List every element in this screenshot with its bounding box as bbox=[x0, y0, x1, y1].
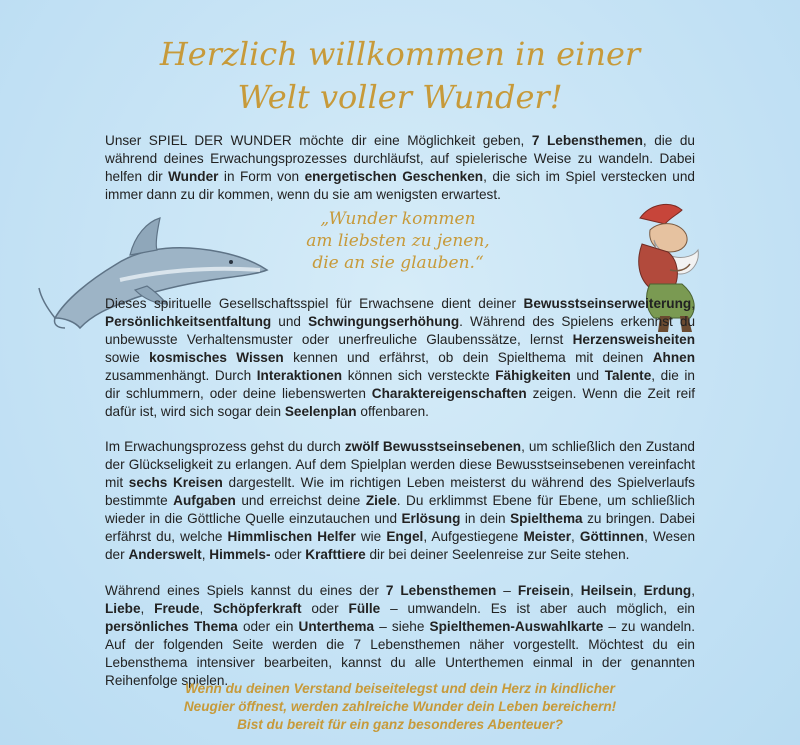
text-run: – siehe bbox=[374, 619, 430, 634]
bold-term: Spielthemen-Auswahlkarte bbox=[429, 619, 604, 634]
bold-term: Ziele bbox=[365, 493, 397, 508]
bold-term: Seelenplan bbox=[284, 404, 357, 419]
text-run: kennen und erfährst, ob dein Spielthema mit deinen bbox=[283, 350, 653, 365]
text-run: und erreichst deine bbox=[235, 493, 366, 508]
text-run: , bbox=[140, 601, 155, 616]
bold-term: Talente bbox=[604, 368, 652, 383]
text-run: – zu wandeln. Auf der folgenden Seite werden die 7 Lebensthemen näher vorgestellt. Möchtest du ein Lebensthema intensiver bearbeiten, kannst du alle Unterthemen einmal in der genannten Reihenfolge spielen. bbox=[105, 619, 696, 688]
bold-term: Herzensweisheiten bbox=[572, 332, 695, 347]
text-run: Während eines Spiels kannst du eines der bbox=[105, 583, 386, 598]
text-run: zeigen. Wenn die Zeit reif dafür ist, wird sich sogar dein bbox=[105, 386, 695, 419]
intro-paragraph bbox=[105, 132, 695, 204]
bold-term: sechs Kreisen bbox=[128, 475, 223, 490]
closing-line: Bist du bereit für ein ganz besonderes Abenteuer? bbox=[237, 717, 563, 732]
text-run: oder bbox=[301, 601, 349, 616]
text-run: oder bbox=[270, 547, 306, 562]
text-run: , die sich im Spiel verstecken und immer dann zu dir kommen, wenn du sie am wenigsten erwartest. bbox=[105, 169, 695, 202]
text-run: . Du erklimmst Ebene für Ebene, um schließlich wieder in die Göttliche Quelle einzutauchen und bbox=[105, 493, 695, 526]
text-run: – umwandeln. Es ist aber auch möglich, ein bbox=[380, 601, 695, 616]
text-run: , die in dir schlummern, oder deine liebenswerten bbox=[105, 368, 695, 401]
quote bbox=[298, 208, 498, 274]
quote-line: „Wunder kommen bbox=[320, 209, 476, 229]
bold-term: Ahnen bbox=[652, 350, 695, 365]
text-run: dir bei deiner Seelenreise zur Seite stehen. bbox=[365, 547, 630, 562]
bold-term: Interaktionen bbox=[256, 368, 343, 383]
bold-term: Wunder bbox=[168, 169, 219, 184]
bold-term: Fülle bbox=[348, 601, 381, 616]
text-run: offenbaren. bbox=[356, 404, 429, 419]
text-run: in dein bbox=[460, 511, 511, 526]
bold-term: Himmlischen Helfer bbox=[227, 529, 356, 544]
bold-term: Erdung bbox=[643, 583, 692, 598]
text-run: Im Erwachungsprozess gehst du durch bbox=[105, 439, 345, 454]
bold-term: Himmels- bbox=[209, 547, 271, 562]
closing-text bbox=[105, 680, 695, 734]
text-run: und bbox=[271, 314, 309, 329]
bold-term: Spielthema bbox=[510, 511, 583, 526]
bold-term: 7 Lebensthemen bbox=[531, 133, 643, 148]
text-run: , bbox=[569, 583, 581, 598]
bold-term: Persönlichkeitsentfaltung bbox=[105, 314, 272, 329]
bold-term: persönliches Thema bbox=[105, 619, 238, 634]
text-run: , bbox=[691, 296, 695, 311]
bold-term: Göttinnen bbox=[579, 529, 645, 544]
bold-term: Freude bbox=[154, 601, 200, 616]
bold-term: Fähigkeiten bbox=[495, 368, 571, 383]
bold-term: 7 Lebensthemen bbox=[385, 583, 497, 598]
bold-term: kosmisches Wissen bbox=[149, 350, 284, 365]
closing-line: Wenn du deinen Verstand beiseitelegst und dein Herz in kindlicher bbox=[185, 681, 615, 696]
text-run: dargestellt. Wie im richtigen Leben meisterst du während des Spielverlaufs bestimmte bbox=[105, 475, 695, 508]
text-run: in Form von bbox=[218, 169, 305, 184]
quote-line: die an sie glauben.“ bbox=[312, 253, 484, 273]
text-run: können sich versteckte bbox=[342, 368, 496, 383]
text-run: , um schließlich den Zustand der Glückseligkeit zu erlangen. Auf dem Spielplan werden diese Bewusstseinsebenen vereinfacht mit bbox=[105, 439, 695, 490]
text-run: , bbox=[199, 601, 214, 616]
quote-line: am liebsten zu jenen, bbox=[306, 231, 490, 251]
text-run: – bbox=[496, 583, 518, 598]
text-run: , bbox=[691, 583, 696, 598]
bold-term: zwölf Bewusstseinsebenen bbox=[344, 439, 522, 454]
bold-term: Bewusstseinserweiterung bbox=[523, 296, 692, 311]
text-run: oder ein bbox=[237, 619, 299, 634]
text-run: , die du während deines Erwachungsprozesses durchläufst, auf spielerische Weise zu wandeln. Dabei helfen dir bbox=[105, 133, 695, 184]
text-run: , bbox=[571, 529, 580, 544]
bold-term: Charaktereigenschaften bbox=[371, 386, 527, 401]
text-run: Unser SPIEL DER WUNDER möchte dir eine Möglichkeit geben, bbox=[105, 133, 532, 148]
bold-term: Anderswelt bbox=[128, 547, 202, 562]
text-run: , Aufgestiegene bbox=[423, 529, 524, 544]
bold-term: Unterthema bbox=[298, 619, 375, 634]
body-paragraph-4 bbox=[105, 582, 695, 690]
bold-term: Aufgaben bbox=[173, 493, 236, 508]
text-run: zusammenhängt. Durch bbox=[105, 368, 257, 383]
body-paragraph-2 bbox=[105, 295, 695, 421]
bold-term: Meister bbox=[523, 529, 572, 544]
bold-term: Liebe bbox=[105, 601, 141, 616]
text-run: , Wesen der bbox=[105, 529, 696, 562]
text-run: , bbox=[632, 583, 644, 598]
text-run: sowie bbox=[105, 350, 150, 365]
bold-term: Erlösung bbox=[401, 511, 461, 526]
text-run: und bbox=[570, 368, 605, 383]
text-run: zu bringen. Dabei erfährst du, welche bbox=[105, 511, 695, 544]
bold-term: Schwingungserhöhung bbox=[308, 314, 460, 329]
text-run: wie bbox=[355, 529, 387, 544]
bold-term: Heilsein bbox=[580, 583, 633, 598]
bold-term: Krafttiere bbox=[305, 547, 366, 562]
body-paragraph-3 bbox=[105, 438, 695, 564]
text-run: , bbox=[201, 547, 210, 562]
closing-line: Neugier öffnest, werden zahlreiche Wunder dein Leben bereichern! bbox=[183, 699, 617, 714]
bold-term: energetischen Geschenken bbox=[304, 169, 484, 184]
text-run: . Während des Spielens erkennst du unbewusste Verhaltensmuster oder unerfreuliche Glaubenssätze, lernst bbox=[105, 314, 696, 347]
bold-term: Freisein bbox=[517, 583, 570, 598]
text-run: Dieses spirituelle Gesellschaftsspiel für Erwachsene dient deiner bbox=[105, 296, 524, 311]
bold-term: Engel bbox=[386, 529, 424, 544]
page-title-line-2: Welt voller Wunder! bbox=[237, 78, 563, 116]
page-title-line-1: Herzlich willkommen in einer bbox=[159, 35, 641, 73]
bold-term: Schöpferkraft bbox=[213, 601, 302, 616]
